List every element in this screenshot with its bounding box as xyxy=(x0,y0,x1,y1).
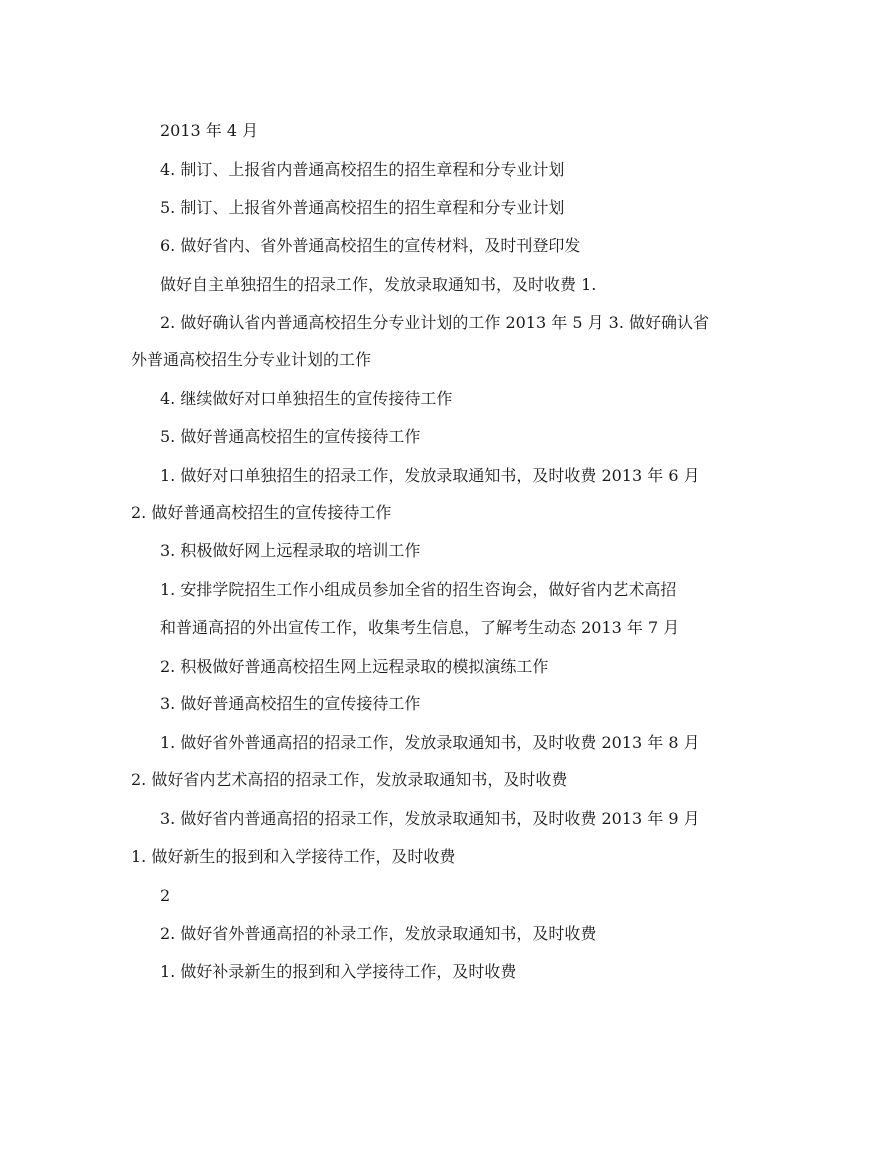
text-line: 2. 做好普通高校招生的宣传接待工作 xyxy=(131,503,392,522)
text-line: 5. 制订、上报省外普通高校招生的招生章程和分专业计划 xyxy=(160,198,565,217)
text-line: 5. 做好普通高校招生的宣传接待工作 xyxy=(160,427,421,446)
text-line: 4. 继续做好对口单独招生的宣传接待工作 xyxy=(160,389,453,408)
text-line: 2013 年 4 月 xyxy=(160,121,259,140)
text-line: 3. 做好普通高校招生的宣传接待工作 xyxy=(160,694,421,713)
text-line: 做好自主单独招生的招录工作，发放录取通知书，及时收费 1. xyxy=(160,275,597,294)
text-line: 1. 安排学院招生工作小组成员参加全省的招生咨询会，做好省内艺术高招 xyxy=(160,580,677,599)
text-line: 3. 积极做好网上远程录取的培训工作 xyxy=(160,541,421,560)
text-line: 1. 做好对口单独招生的招录工作，发放录取通知书，及时收费 2013 年 6 月 xyxy=(160,466,700,485)
page-number: 2 xyxy=(160,886,171,905)
text-line: 2. 做好省外普通高招的补录工作，发放录取通知书，及时收费 xyxy=(160,924,597,943)
text-line: 和普通高招的外出宣传工作，收集考生信息，了解考生动态 2013 年 7 月 xyxy=(160,618,680,637)
text-line: 1. 做好新生的报到和入学接待工作，及时收费 xyxy=(131,847,456,866)
text-line: 1. 做好补录新生的报到和入学接待工作，及时收费 xyxy=(160,962,517,981)
text-line: 1. 做好省外普通高招的招录工作，发放录取通知书，及时收费 2013 年 8 月 xyxy=(160,733,700,752)
text-line: 2. 做好省内艺术高招的招录工作，发放录取通知书，及时收费 xyxy=(131,770,568,789)
text-line: 6. 做好省内、省外普通高校招生的宣传材料，及时刊登印发 xyxy=(160,236,581,255)
text-line: 3. 做好省内普通高招的招录工作，发放录取通知书，及时收费 2013 年 9 月 xyxy=(160,809,700,828)
text-line: 4. 制订、上报省内普通高校招生的招生章程和分专业计划 xyxy=(160,160,565,179)
text-line: 外普通高校招生分专业计划的工作 xyxy=(131,350,372,369)
text-line: 2. 积极做好普通高校招生网上远程录取的模拟演练工作 xyxy=(160,657,549,676)
text-line: 2. 做好确认省内普通高校招生分专业计划的工作 2013 年 5 月 3. 做好确认省 xyxy=(160,313,710,332)
